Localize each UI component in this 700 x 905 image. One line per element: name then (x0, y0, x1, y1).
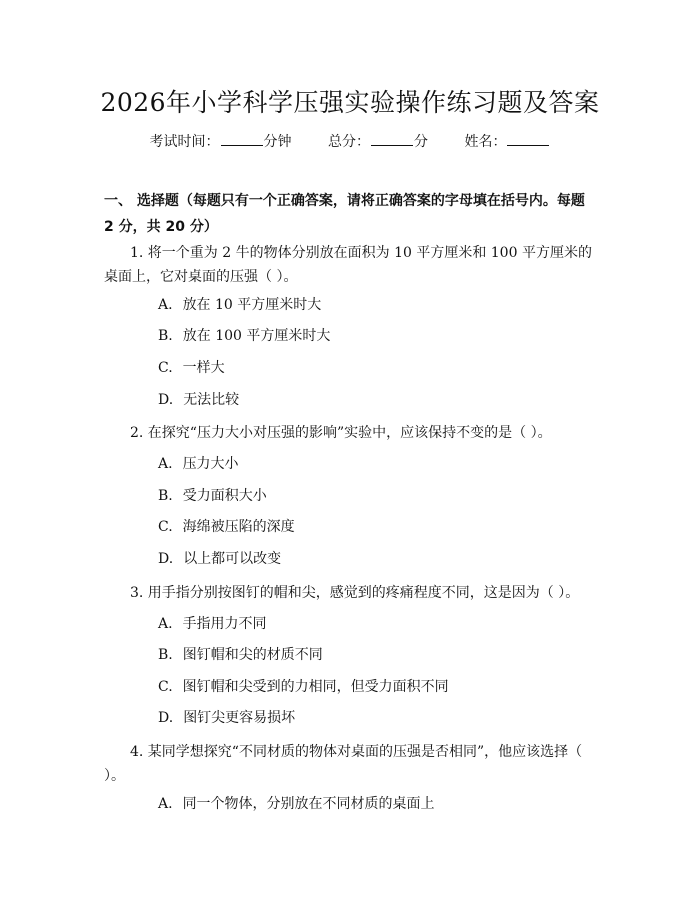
exam-time-field (150, 134, 296, 150)
option-text: 图钉帽和尖受到的力相同，但受力面积不同 (182, 679, 449, 695)
question-text: 4. 某同学想探究“不同材质的物体对桌面的压强是否相同”，他应该选择（ ）。 (104, 744, 583, 784)
option-letter: B. (158, 328, 173, 344)
option-text: 无法比较 (183, 392, 240, 408)
option-letter: D. (158, 710, 174, 726)
option-2a (158, 454, 239, 474)
option-1c (158, 358, 225, 378)
page-title: 2026年小学科学压强实验操作练习题及答案 (100, 88, 600, 117)
question-text: 3. 用手指分别按图钉的帽和尖，感觉到的疼痛程度不同，这是因为（ ）。 (130, 585, 580, 601)
option-2b (158, 486, 267, 506)
total-score-unit: 分 (414, 134, 428, 150)
total-score-field (328, 134, 432, 150)
option-3c (158, 677, 449, 697)
question-3 (104, 581, 598, 605)
option-text: 受力面积大小 (182, 488, 267, 504)
option-2d (158, 549, 281, 569)
exam-time-label: 考试时间： (149, 134, 220, 150)
option-text: 海绵被压陷的深度 (182, 519, 295, 535)
option-2c (158, 517, 295, 537)
option-letter: B. (158, 488, 173, 504)
total-score-blank (371, 133, 413, 146)
option-3a (158, 614, 267, 634)
name-label: 姓名： (464, 134, 507, 150)
exam-info-line (0, 131, 700, 151)
option-text: 放在 10 平方厘米时大 (182, 297, 322, 313)
option-letter: A. (158, 796, 173, 812)
option-text: 放在 100 平方厘米时大 (182, 328, 331, 344)
option-text: 图钉帽和尖的材质不同 (182, 647, 323, 663)
option-letter: A. (158, 297, 173, 313)
option-1b (158, 326, 330, 346)
option-text: 同一个物体，分别放在不同材质的桌面上 (182, 796, 435, 812)
option-letter: B. (158, 647, 173, 663)
option-text: 手指用力不同 (182, 616, 267, 632)
option-letter: D. (158, 392, 174, 408)
option-3b (158, 645, 323, 665)
total-score-label: 总分： (328, 134, 370, 150)
option-4a (158, 794, 435, 814)
option-text: 图钉尖更容易损坏 (183, 710, 296, 726)
option-letter: C. (158, 360, 173, 376)
option-letter: A. (158, 616, 173, 632)
option-letter: D. (158, 551, 174, 567)
question-1 (104, 241, 598, 289)
option-3d (158, 708, 295, 728)
option-1d (158, 390, 239, 410)
option-text: 以上都可以改变 (183, 551, 282, 567)
option-1a (158, 295, 321, 315)
option-letter: C. (158, 519, 173, 535)
name-field (464, 134, 550, 150)
option-text: 一样大 (182, 360, 225, 376)
option-letter: A. (158, 456, 173, 472)
section-heading-choice: 一、 选择题（每题只有一个正确答案，请将正确答案的字母填在括号内。每题 2 分，共 20 分） (104, 193, 585, 235)
question-4 (104, 740, 598, 788)
exam-time-unit: 分钟 (263, 134, 292, 150)
question-2 (104, 421, 598, 445)
option-text: 压力大小 (182, 456, 239, 472)
exam-time-blank (221, 133, 263, 146)
question-text: 2. 在探究“压力大小对压强的影响”实验中，应该保持不变的是（ ）。 (130, 425, 552, 441)
option-letter: C. (158, 679, 173, 695)
name-blank (507, 133, 549, 146)
question-text: 1. 将一个重为 2 牛的物体分别放在面积为 10 平方厘米和 100 平方厘米的桌面上，它对桌面的压强（ ）。 (104, 245, 592, 285)
